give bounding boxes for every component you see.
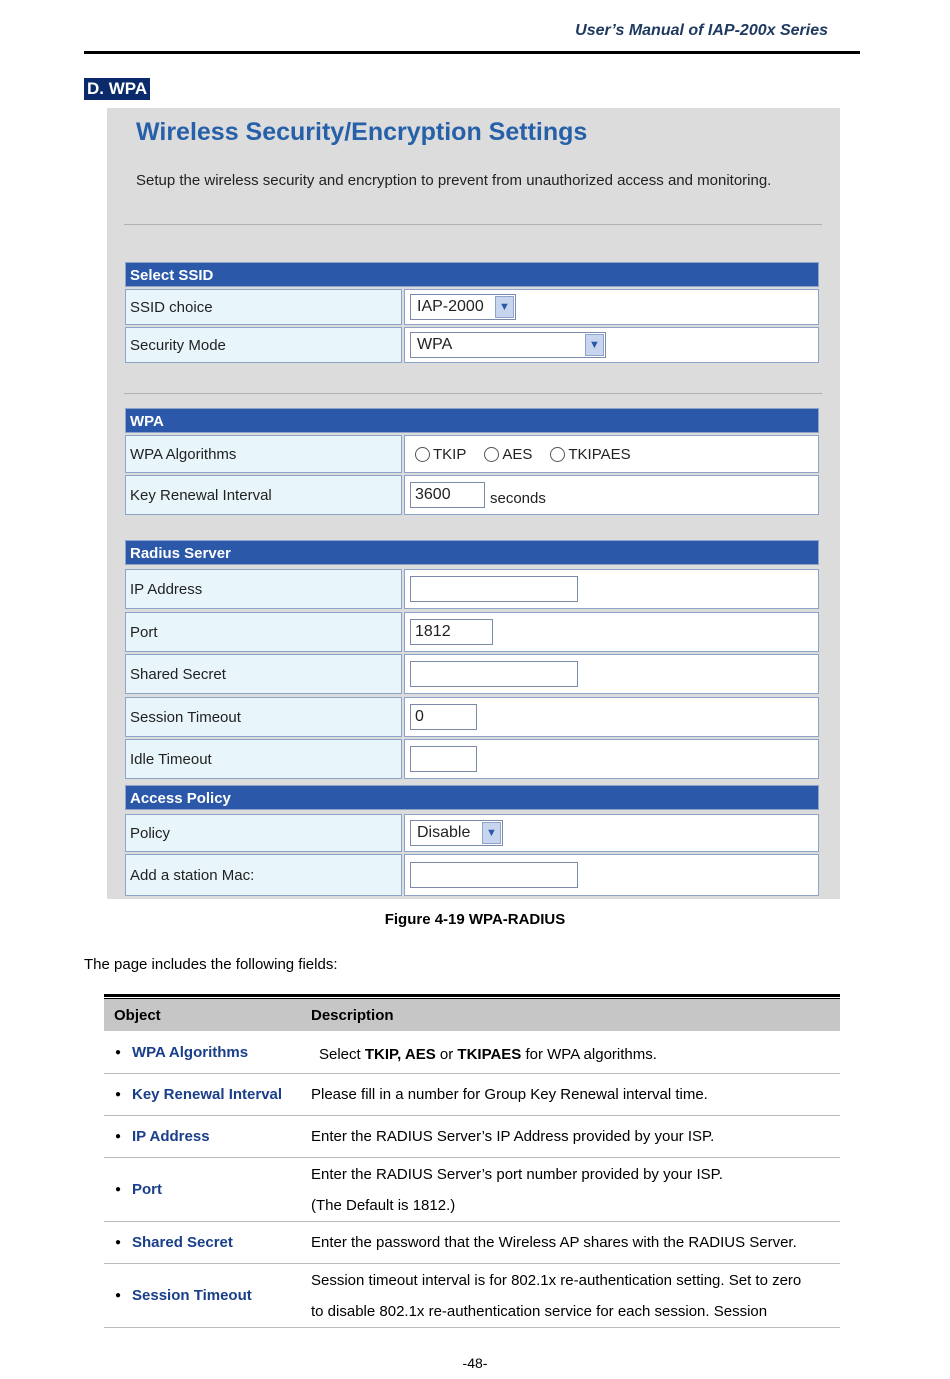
desc-text: for WPA algorithms. (521, 1045, 657, 1063)
port-input[interactable]: 1812 (410, 619, 493, 645)
table-row (104, 1264, 840, 1328)
divider (124, 224, 822, 225)
key-renewal-cell (404, 475, 819, 515)
row-object (104, 1158, 311, 1221)
desc-text: Select (319, 1045, 365, 1063)
row-object (104, 1074, 311, 1115)
add-station-mac-cell (404, 854, 819, 896)
key-renewal-unit: seconds (490, 489, 546, 507)
bullet-icon: ● (114, 1131, 122, 1142)
desc-text: to disable 802.1x re-authentication service for each session. Session (311, 1302, 768, 1320)
shared-secret-cell (404, 654, 819, 694)
row-object (104, 1264, 311, 1327)
row-description (311, 1222, 840, 1263)
chevron-down-icon[interactable]: ▼ (495, 296, 514, 318)
row-object (104, 1222, 311, 1263)
desc-bold: TKIP, AES (364, 1045, 436, 1063)
policy-select[interactable] (410, 820, 503, 846)
desc-text: Session timeout interval is for 802.1x re-authentication setting. Set to zero (311, 1271, 802, 1289)
ip-address-input[interactable] (410, 576, 578, 602)
object-name: Port (132, 1181, 162, 1198)
wpa-header: WPA (125, 408, 819, 433)
desc-text: or (435, 1045, 458, 1063)
col-object-header: Object (114, 1006, 161, 1024)
row-object (104, 1031, 311, 1073)
radio-circle-icon[interactable] (415, 447, 430, 462)
row-description (311, 1158, 840, 1221)
desc-text: Enter the password that the Wireless AP shares with the RADIUS Server. (311, 1234, 797, 1251)
security-mode-value: WPA (417, 336, 453, 353)
add-station-mac-input[interactable] (410, 862, 578, 888)
figure-caption: Figure 4-19 WPA-RADIUS (384, 911, 566, 928)
intro-text: The page includes the following fields: (84, 956, 338, 973)
port-label: Port (125, 612, 402, 652)
shared-secret-label: Shared Secret (125, 654, 402, 694)
object-name: Key Renewal Interval (132, 1086, 283, 1103)
row-description (311, 1116, 840, 1157)
ssid-choice-select[interactable] (410, 294, 516, 320)
table-header (104, 999, 840, 1031)
page-title: Wireless Security/Encryption Settings (136, 118, 588, 146)
radio-tkip-label: TKIP (433, 445, 467, 463)
select-ssid-header: Select SSID (125, 262, 819, 287)
bullet-icon: ● (114, 1046, 122, 1058)
radio-tkipaes-label: TKIPAES (568, 445, 631, 463)
radio-tkip[interactable] (415, 446, 466, 463)
desc-text: Enter the RADIUS Server’s port number provided by your ISP. (311, 1165, 723, 1183)
desc-text: (The Default is 1812.) (311, 1196, 456, 1214)
wpa-algorithms-label: WPA Algorithms (125, 435, 402, 473)
radio-tkipaes[interactable] (550, 446, 630, 463)
policy-value: Disable (417, 824, 471, 841)
section-label: D. WPA (84, 78, 150, 100)
radius-server-header: Radius Server (125, 540, 819, 565)
idle-timeout-input[interactable] (410, 746, 477, 772)
manual-header: User’s Manual of IAP-200x Series (575, 22, 828, 39)
desc-bold: TKIPAES (457, 1045, 522, 1063)
table-row (104, 1031, 840, 1074)
security-mode-cell (404, 327, 819, 363)
row-description (311, 1264, 840, 1327)
bullet-icon: ● (114, 1237, 122, 1248)
header-rule (84, 51, 860, 54)
page-number: -48- (462, 1355, 488, 1371)
policy-cell (404, 814, 819, 852)
ip-address-cell (404, 569, 819, 609)
idle-timeout-cell (404, 739, 819, 779)
security-mode-select[interactable] (410, 332, 606, 358)
session-timeout-input[interactable]: 0 (410, 704, 477, 730)
key-renewal-input[interactable]: 3600 (410, 482, 485, 508)
ssid-choice-cell (404, 289, 819, 325)
ssid-choice-label: SSID choice (125, 289, 402, 325)
fields-table (104, 994, 840, 1328)
row-description (311, 1031, 840, 1073)
idle-timeout-label: Idle Timeout (125, 739, 402, 779)
wpa-algorithms-cell (404, 435, 819, 473)
session-timeout-label: Session Timeout (125, 697, 402, 737)
chevron-down-icon[interactable]: ▼ (585, 334, 604, 356)
bullet-icon: ● (114, 1089, 122, 1100)
ssid-choice-value: IAP-2000 (417, 298, 484, 315)
port-cell (404, 612, 819, 652)
desc-text: Please fill in a number for Group Key Renewal interval time. (311, 1086, 708, 1103)
security-mode-label: Security Mode (125, 327, 402, 363)
row-object (104, 1116, 311, 1157)
table-row (104, 1116, 840, 1158)
col-description-header: Description (311, 1006, 394, 1024)
object-name: WPA Algorithms (132, 1043, 249, 1061)
page-description: Setup the wireless security and encryption to prevent from unauthorized access and monitoring. (136, 172, 772, 189)
radio-aes[interactable] (484, 446, 532, 463)
shared-secret-input[interactable] (410, 661, 578, 687)
row-description (311, 1074, 840, 1115)
bullet-icon: ● (114, 1290, 122, 1301)
table-row (104, 1158, 840, 1222)
policy-label: Policy (125, 814, 402, 852)
bullet-icon: ● (114, 1184, 122, 1195)
radio-aes-label: AES (502, 445, 533, 463)
object-name: Shared Secret (132, 1234, 233, 1251)
object-name: Session Timeout (132, 1287, 252, 1304)
desc-text: Enter the RADIUS Server’s IP Address provided by your ISP. (311, 1128, 715, 1145)
table-row (104, 1222, 840, 1264)
divider (124, 393, 822, 394)
radio-circle-icon[interactable] (550, 447, 565, 462)
radio-circle-icon[interactable] (484, 447, 499, 462)
ui-screenshot (107, 108, 840, 899)
key-renewal-label: Key Renewal Interval (125, 475, 402, 515)
chevron-down-icon[interactable]: ▼ (482, 822, 501, 844)
table-row (104, 1074, 840, 1116)
object-name: IP Address (132, 1128, 210, 1145)
ip-address-label: IP Address (125, 569, 402, 609)
session-timeout-cell (404, 697, 819, 737)
access-policy-header: Access Policy (125, 785, 819, 810)
add-station-mac-label: Add a station Mac: (125, 854, 402, 896)
